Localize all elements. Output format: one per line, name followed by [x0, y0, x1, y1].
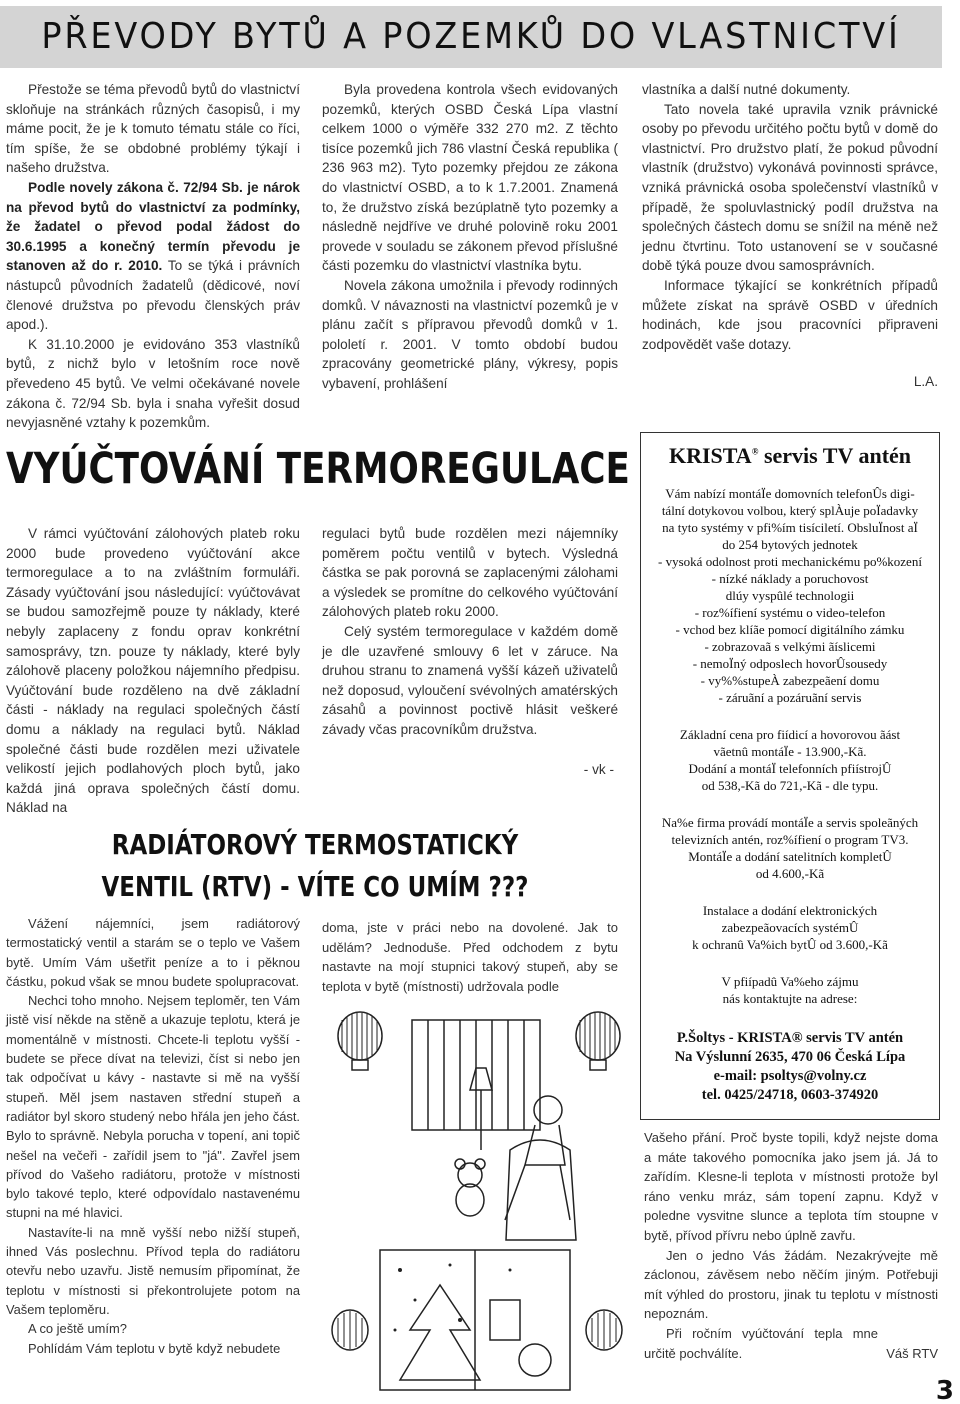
prevody-col3-p1: vlastníka a další nutné dokumenty. — [642, 82, 851, 97]
prevody-signature: L.A. — [913, 374, 938, 390]
ad-line: od 4.600,-Kã — [755, 866, 825, 881]
ad-contact-line: P.Šoltys - KRISTA® servis TV antén — [676, 1030, 904, 1046]
ad-line: tální dotykovou volbou, který splÀuje poÏadavky — [661, 503, 919, 518]
ad-line: do 254 bytových jednotek — [722, 537, 858, 552]
radiator-valve-illustration — [320, 1000, 630, 1400]
ad-phone: tel. 0425/24718, 0603-374920 — [701, 1087, 879, 1103]
ad-line: k ochranû Va%ich bytÛ od 3.600,-Kã — [692, 937, 888, 952]
prevody-col3-p2: Tato novela také upravila vznik právnické osoby po převodu určitého počtu bytů v domě do vlastnictví. Pro družstvo platí, že pokud původní vlastník (družstvo) vykonává povinnosti správce, vzniká právnická osoba společenství vlastníků v případě, že spoluvlastnický podíl družstva na společných částech domu se snížil na méně než jednu čtvrtinu. Toto ustanovení se v současné době týká pouze dvou samosprávních. — [642, 101, 938, 274]
page-title: PŘEVODY BYTŮ A POZEMKŮ DO VLASTNICTVÍ — [41, 16, 901, 57]
ad-line: nás kontaktujte na adrese: — [722, 991, 858, 1006]
ad-title: KRISTA® servis TV antén — [668, 443, 912, 468]
ad-line: dlúy vyspûlé technologii — [725, 588, 855, 603]
ad-line: televizních antén, roz%ífiení o program TV3. — [671, 832, 909, 847]
rtv-p3: Nastavíte-li na mně vyšší nebo nižší stupeň, ihned Vás poslechnu. Přívod tepla do radiátoru otevřu nebo uzavřu. Jistě nemusím připomínat, že teplotu v místnosti si překontrolujete potom na Vašem teploměru. — [6, 1224, 300, 1317]
prevody-p2-bold: Podle novely zákona č. 72/94 Sb. je nárok na převod bytů do vlastnictví za podmínky, že žadatel o převod podal žádost do 30.6.1995 a konečný termín převodu je stanoven až do r. 2010. — [6, 179, 300, 274]
ad-line: Na%e firma provádí montáÏe a servis spoleãných — [661, 815, 919, 830]
ad-line: zabezpeãovacích systémÛ — [721, 920, 859, 935]
ad-email[interactable]: e-mail: psoltys@volny.cz — [713, 1068, 867, 1084]
ad-contact-line: Na Výslunní 2635, 470 06 Česká Lípa — [674, 1049, 906, 1065]
ad-line: - roz%ífiení systému o video-telefon — [694, 605, 886, 620]
rtv-col2-p1: doma, jste v práci nebo na dovolené. Jak to udělám? Jednoduše. Před odchodem z bytu nastavte na mojí stupnici takový stupeň, aby se teplota v bytě (místnosti) udržovala podle — [322, 920, 618, 994]
rtv-col-3 — [644, 1128, 938, 1364]
ad-line: - nízké náklady a poruchovost — [711, 571, 869, 586]
ad-line: Základní cena pro fiídicí a hovorovou ãást — [679, 727, 901, 742]
prevody-col3-p3: Informace týkající se konkrétních případů můžete získat na správě OSBD v úředních hodinách, kde jsou pracovníci připraveni zodpovědět vaše dotazy. — [642, 277, 938, 352]
prevody-col-1 — [6, 80, 300, 433]
ad-pricing — [641, 726, 939, 794]
vyuctovani-col2-p2: Celý systém termoregulace v každém domě je dle uzavřené smlouvy 6 let v záruce. Na druhou stranu to znamená vyšší kázeň uživatelů než doposud, vyloučení svévolných amatérských zásahů a povinnost poctivě hlásit veškeré závady včas pracovníkům družstva. — [322, 623, 618, 737]
rtv-title-line-2: VENTIL (RTV) - VÍTE CO UMÍM ??? — [101, 870, 529, 903]
prevody-col-3 — [642, 80, 938, 392]
vyuctovani-p1: V rámci vyúčtování zálohových plateb roku 2000 bude provedeno vyúčtování akce termoregulace a to na zvláštním formuláři. Zásady vyúčtování jsou následující: vyúčtovávat se budou samozřejmě pouze ty náklady, které nebyly zaplaceny z fondu oprav konkrétní samosprávy, tzn. pouze ty náklady, které byly zálohově placeny položkou nájemního předpisu. Vyúčtování bude rozděleno na dvě základní části - náklady na regulaci společných částí domu a náklady na regulaci bytů. Náklad společné části bude rozdělen mezi uživatele velikostí jejich podlahových ploch bytů, jako každá jiná oprava společných částí domu. Náklad na — [6, 526, 300, 816]
rtv-col-1 — [6, 914, 300, 1358]
ad-line: - nemoÏný odposlech hovorÛsousedy — [692, 656, 888, 671]
rtv-p2: Nechci toho mnoho. Nejsem teploměr, ten Vám jistě visí někde na stěně a ukazuje teplotu, která je momentálně v místnosti. Chcete-li teplotu vyšší - budete se přece dívat na televizi, číst si nebo jen tak odpočívat u kávy - nastavte si mě na vyšší stupeň. Měl jsem nastaven střední stupeň a radiátor byl skoro studený nebo hřála jen jeho část. Bylo to správně. Nebyla porucha v topení, ani topič nešel na večeři - zařídil jsem to "já". Zavřel jsem přívod do Vašeho radiátoru, protože v místnosti bylo takové teplo, které odpovídalo nastavenému stupni na mé hlavici. — [6, 993, 300, 1221]
ad-line: - zobrazovaã s velkými ãíslicemi — [704, 639, 876, 654]
ad-line: na tyto systémy v pfi%ím tisíciletí. ObsluÏnost aÏ — [662, 520, 918, 535]
ad-line: vãetnû montáÏe - 13.900,-Kã. — [713, 744, 867, 759]
ad-line: - záruãní a pozáruãní servis — [718, 690, 862, 705]
prevody-col2-p1: Byla provedena kontrola všech evidovaných pozemků, kterých OSBD Česká Lípa vlastní celkem 1000 o výměře 332 270 m2. Z těchto tisíce pozemků jich 786 vlastní Česká republika ( 236 963 m2). Tyto pozemky přejdou ze zákona do vlastnictví OSBD, a to k 1.7.2001. Znamená to, že družstvo získá bezúplatně tyto pozemky a následně nejdříve ve druhé polovině roku 2001 provede v souladu se zákonem převod příslušné části pozemku do vlastnictví vlastníka bytu. — [322, 82, 618, 274]
ad-line: - vy%%stupeÀ zabezpeãení domu — [700, 673, 880, 688]
rtv-p1: Vážení nájemníci, jsem radiátorový termostatický ventil a starám se o teplo ve Vašem bytě. Umím Vám ušetřit peníze a to i pěknou částku, pokud však se mnou budete spolupracovat. — [6, 916, 300, 989]
krista-ad-box — [640, 432, 940, 1120]
ad-line: Vám nabízí montáÏe domovních telefonÛs digi- — [665, 486, 915, 501]
ad-line: Instalace a dodání elektronických — [702, 903, 878, 918]
rtv-p5: Pohlídám Vám teplotu v bytě když nebudete — [28, 1340, 281, 1356]
ad-security — [641, 902, 939, 953]
vyuctovani-title: VYÚČTOVÁNÍ TERMOREGULACE — [6, 444, 630, 494]
ad-line: Dodání a montáÏ telefonních pfiístrojÛ — [688, 761, 892, 776]
rtv-col3-p2: Jen o jedno Vás žádám. Nezakrývejte mě záclonou, závěsem nebo něčím jiným. Potřebuji mít výhled do prostoru, jinak tu teplotu v místnosti nepoznám. — [644, 1247, 938, 1322]
ad-line: - vchod bez klíãe pomocí digitálního zámku — [675, 622, 905, 637]
prevody-col-2 — [322, 80, 618, 394]
prevody-p2-rest: To se týká i právních nástupců původních žadatelů (dědicové, noví členové družstva po převodu členských práv apod.). — [6, 258, 300, 333]
ad-contact-intro — [641, 973, 939, 1007]
vyuctovani-col-2 — [322, 524, 618, 779]
ad-features — [641, 485, 939, 706]
ad-line: MontáÏe a dodání satelitních kompletÛ — [688, 849, 892, 864]
rtv-p4: A co ještě umím? — [28, 1321, 127, 1337]
ad-line: V pfiípadû Va%eho zájmu — [721, 974, 859, 989]
rtv-title-line-1: RADIÁTOROVÝ TERMOSTATICKÝ — [111, 828, 519, 861]
ad-antenna — [641, 814, 939, 882]
rtv-col3-p1: Vašeho přání. Proč byste topili, když nejste doma a máte takového pomocníka jako jsem já. Já to zařídím. Klesne-li teplota v místnosti protože byl ráno venku mráz, sám topení zapnu. Když v poledne vysvitne slunce a teplota tím stoupne v bytě, přívod přívru nebo úplně zavřu. — [644, 1130, 938, 1243]
page-number: 3 — [935, 1376, 954, 1404]
ad-line: od 538,-Kã do 721,-Kã - dle typu. — [701, 778, 879, 793]
prevody-p3: K 31.10.2000 je evidováno 353 vlastníků bytů, z nichž bylo v letošním roce nově převedeno 45 bytů. Ve velmi očekávané novele zákona č. 72/94 Sb. byla i snaha vyřešit dosud nevyjasněné vztahy k pozemkům. — [6, 336, 300, 431]
rtv-col3-p3: Při ročním vyúčtování tepla mne určitě pochválíte. — [644, 1325, 878, 1361]
vyuctovani-col2-p1: regulaci bytů bude rozdělen mezi nájemníky poměrem počtu ventilů v bytech. Výsledná částka se pak porovná se zaplacenými zálohami a výsledek se promítne do celkového vyúčtování zálohových plateb roku 2000. — [322, 526, 618, 620]
prevody-p1: Přestože se téma převodů bytů do vlastnictví skloňuje na stránkách různých časopisů, i my máme pocit, že je k tomuto tématu stále co říci, tím spíše, že se obdobné problémy týkají i našeho družstva. — [6, 82, 300, 176]
prevody-col2-p2: Novela zákona umožnila i převody rodinných domků. V návaznosti na vlastnictví pozemků je v plánu začít s přípravou převodů domků v 1. pololetí r. 2001. V tomto období budou zpracovány geometrické plány, výkresy, popis vybavení, prohlášení — [322, 277, 618, 391]
ad-contact — [641, 1029, 939, 1105]
rtv-signature: Váš RTV — [886, 1346, 938, 1362]
vyuctovani-signature: - vk - — [583, 761, 614, 777]
rtv-col-2 — [322, 918, 618, 996]
ad-line: - vysoká odolnost proti mechanickému po%kození — [658, 554, 922, 569]
vyuctovani-col-1 — [6, 524, 300, 818]
